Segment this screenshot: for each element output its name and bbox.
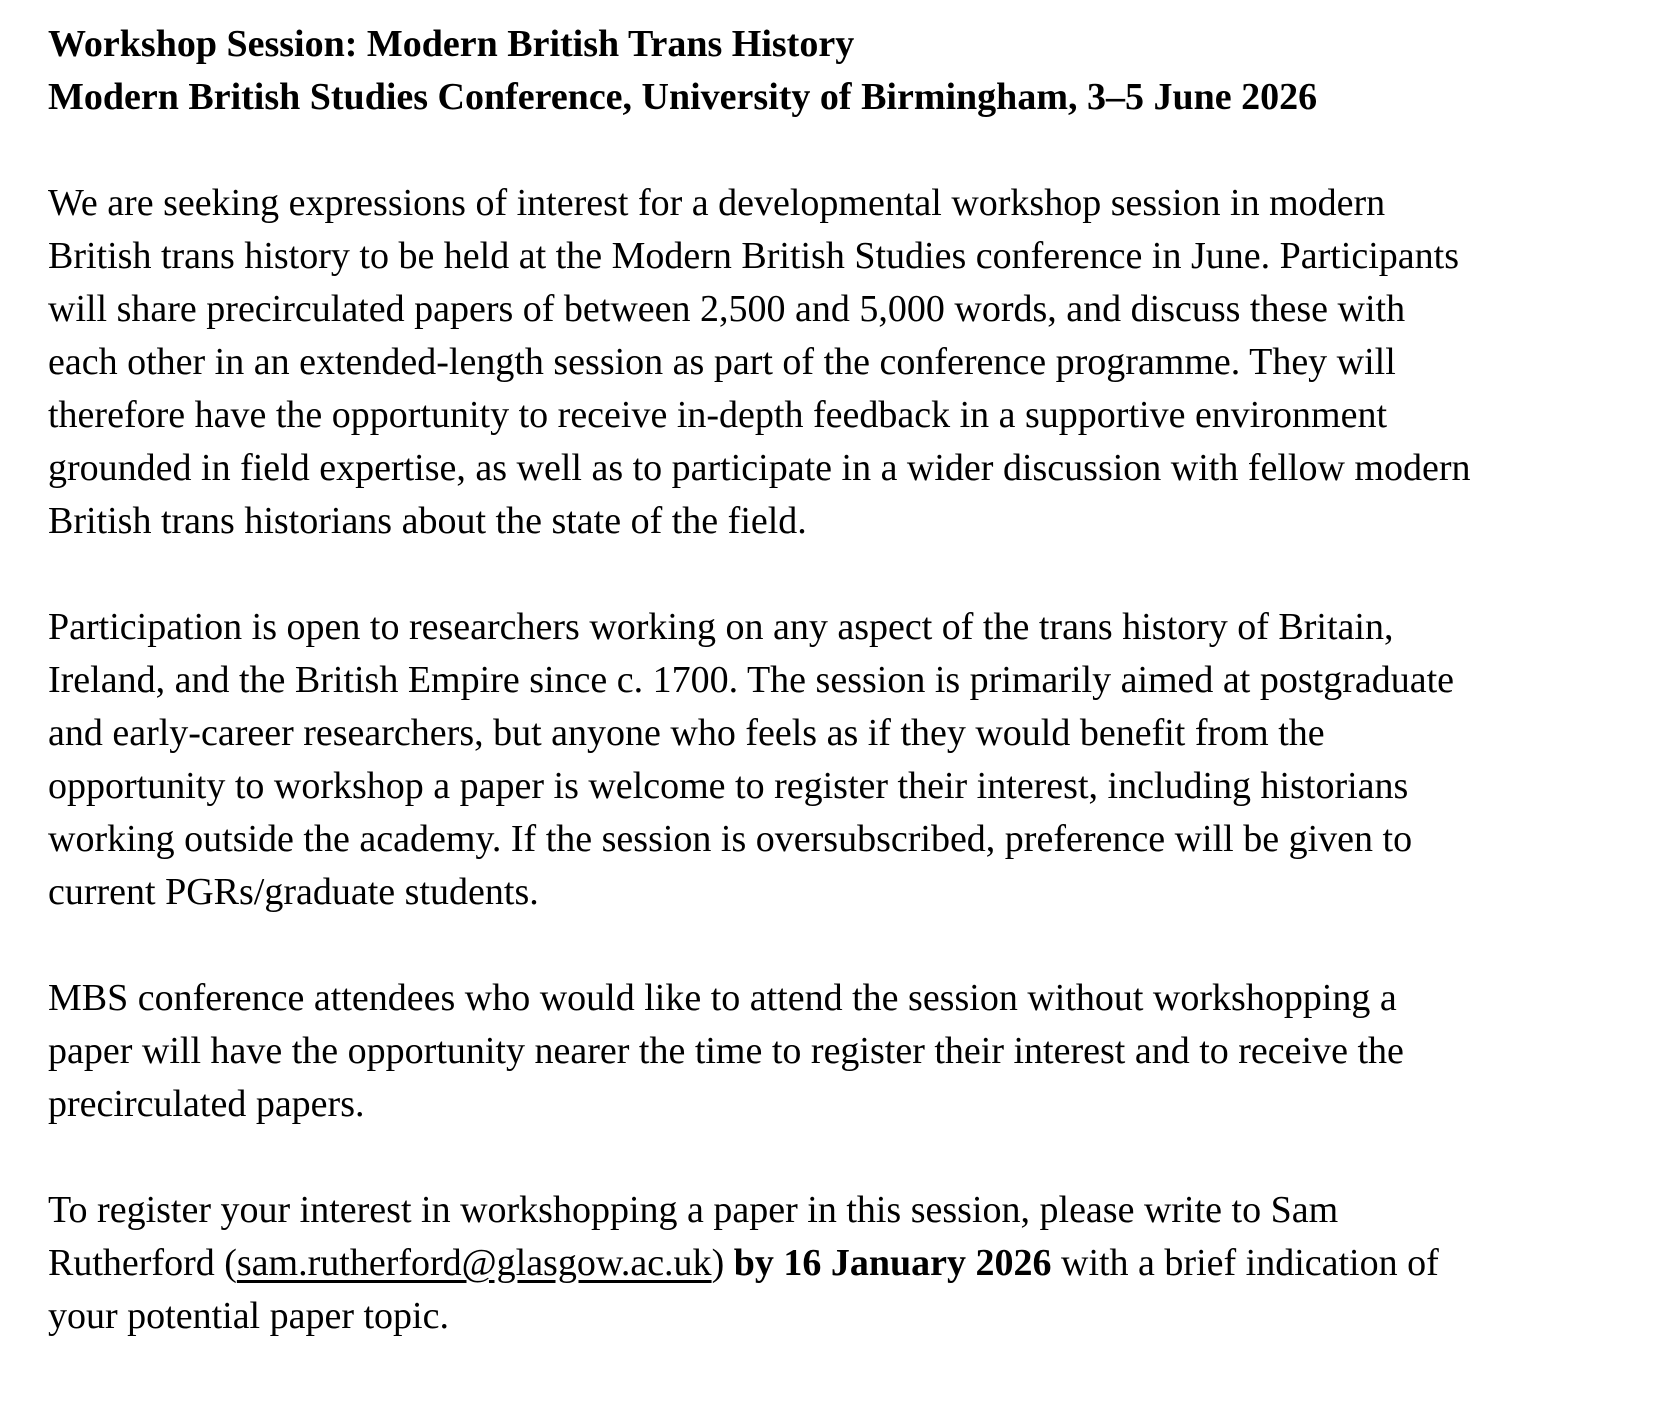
text-line xyxy=(48,813,1624,866)
text-segment: and early-career researchers, but anyone who feels as if they would benefit from the xyxy=(48,712,1325,754)
text-line xyxy=(48,283,1624,336)
text-segment: current PGRs/graduate students. xyxy=(48,871,539,913)
paragraphs xyxy=(48,177,1624,1343)
text-line xyxy=(48,760,1624,813)
paragraph xyxy=(48,1184,1624,1343)
text-line xyxy=(48,336,1624,389)
text-line xyxy=(48,177,1624,230)
text-segment: each other in an extended-length session as part of the conference programme. They will xyxy=(48,341,1396,383)
text-segment: Participation is open to researchers working on any aspect of the trans history of Britain, xyxy=(48,606,1394,648)
text-line xyxy=(48,654,1624,707)
text-segment: precirculated papers. xyxy=(48,1083,365,1125)
text-line xyxy=(48,230,1624,283)
paragraph xyxy=(48,972,1624,1131)
text-segment: paper will have the opportunity nearer the time to register their interest and to receive the xyxy=(48,1030,1404,1072)
text-segment: Ireland, and the British Empire since c. 1700. The session is primarily aimed at postgraduate xyxy=(48,659,1454,701)
text-segment: will share precirculated papers of between 2,500 and 5,000 words, and discuss these with xyxy=(48,288,1406,330)
text-segment: To register your interest in workshopping a paper in this session, please write to Sam xyxy=(48,1189,1339,1231)
text-segment: therefore have the opportunity to receive in-depth feedback in a supportive environment xyxy=(48,394,1387,436)
text-line xyxy=(48,866,1624,919)
paragraph xyxy=(48,177,1624,548)
text-segment: British trans history to be held at the Modern British Studies conference in June. Participants xyxy=(48,235,1460,277)
text-segment: We are seeking expressions of interest for a developmental workshop session in modern xyxy=(48,182,1386,224)
text-segment: with a brief indication of xyxy=(1051,1242,1439,1284)
text-segment: opportunity to workshop a paper is welcome to register their interest, including historians xyxy=(48,765,1409,807)
text-line xyxy=(48,1025,1624,1078)
text-line xyxy=(48,707,1624,760)
text-line xyxy=(48,389,1624,442)
text-line xyxy=(48,1078,1624,1131)
text-line xyxy=(48,1184,1624,1237)
document-heading xyxy=(48,18,1624,124)
text-segment: grounded in field expertise, as well as to participate in a wider discussion with fellow modern xyxy=(48,447,1471,489)
paragraph xyxy=(48,601,1624,919)
text-line xyxy=(48,601,1624,654)
text-segment: British trans historians about the state of the field. xyxy=(48,500,807,542)
text-segment: Rutherford ( xyxy=(48,1242,237,1284)
text-line xyxy=(48,442,1624,495)
text-segment: MBS conference attendees who would like to attend the session without workshopping a xyxy=(48,977,1397,1019)
heading-line-conference: Modern British Studies Conference, University of Birmingham, 3–5 June 2026 xyxy=(48,76,1318,118)
text-segment: ) xyxy=(711,1242,734,1284)
text-line xyxy=(48,495,1624,548)
heading-line-title: Workshop Session: Modern British Trans History xyxy=(48,23,855,65)
text-segment: by 16 January 2026 xyxy=(733,1242,1052,1284)
text-segment: working outside the academy. If the session is oversubscribed, preference will be given to xyxy=(48,818,1413,860)
email-link[interactable]: sam.rutherford@glasgow.ac.uk xyxy=(236,1242,712,1284)
text-segment: your potential paper topic. xyxy=(48,1295,449,1337)
text-line xyxy=(48,1290,1624,1343)
text-line xyxy=(48,972,1624,1025)
text-line xyxy=(48,1237,1624,1290)
